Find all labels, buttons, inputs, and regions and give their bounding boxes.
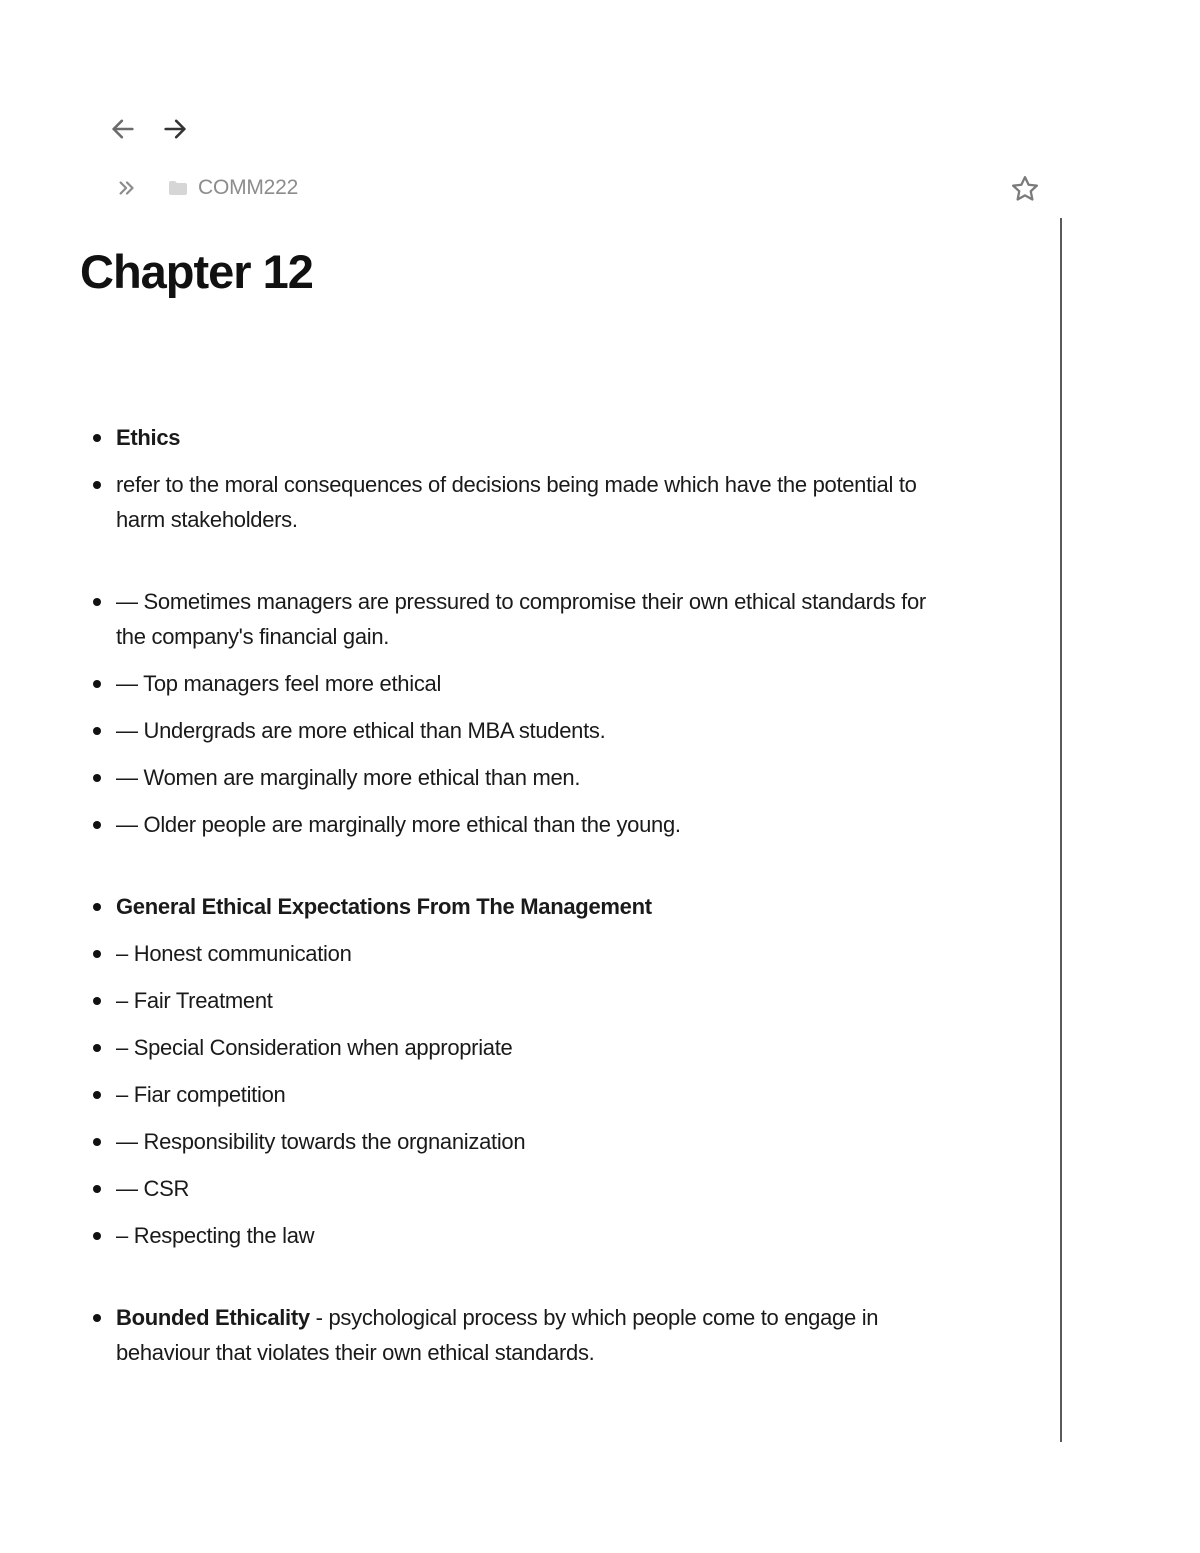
ethics-heading: Ethics [116,425,181,450]
list-item-expectation: – Special Consideration when appropriate [90,1030,940,1065]
breadcrumb-folder-comm222[interactable] [168,176,298,200]
list-item-ethics-definition: refer to the moral consequences of decisions being made which have the potential to harm stakeholders. [90,467,940,537]
back-button[interactable] [108,114,138,144]
list-item-expectation: – Honest communication [90,936,940,971]
list-item-women: — Women are marginally more ethical than men. [90,760,940,795]
breadcrumb [114,172,298,204]
star-icon [1010,174,1040,204]
arrow-left-icon [109,115,137,143]
list-item-expectations-heading [90,889,940,924]
list-item-expectation: — Responsibility towards the orgnanization [90,1124,940,1159]
favorite-button[interactable] [1008,172,1042,206]
page-title: Chapter 12 [80,245,313,298]
breadcrumb-folder-label: COMM222 [198,176,299,199]
editor-divider [1060,218,1062,1442]
note-list [90,420,940,1370]
list-item-expectation: – Fiar competition [90,1077,940,1112]
list-item-top-managers: — Top managers feel more ethical [90,666,940,701]
list-item-undergrads: — Undergrads are more ethical than MBA students. [90,713,940,748]
list-item-pressure: — Sometimes managers are pressured to compromise their own ethical standards for the company's financial gain. [90,584,940,654]
forward-button[interactable] [160,114,190,144]
arrow-right-icon [161,115,189,143]
list-item-expectation: – Fair Treatment [90,983,940,1018]
expectations-heading: General Ethical Expectations From The Management [116,894,652,919]
history-navigation [108,114,190,144]
folder-icon [168,179,188,197]
double-chevron-right-icon [116,177,138,199]
list-item-ethics-heading [90,420,940,455]
list-item-bounded-ethicality [90,1300,940,1370]
list-item-expectation: – Respecting the law [90,1218,940,1253]
list-item-expectation: — CSR [90,1171,940,1206]
bounded-ethicality-definition: - psychological process by which people come to engage in behaviour that violates their own ethical standards. [116,1305,879,1365]
note-body [90,420,940,1382]
sidebar-toggle-button[interactable] [114,175,140,201]
list-item-older-people: — Older people are marginally more ethical than the young. [90,807,940,842]
bounded-ethicality-term: Bounded Ethicality [116,1305,310,1330]
